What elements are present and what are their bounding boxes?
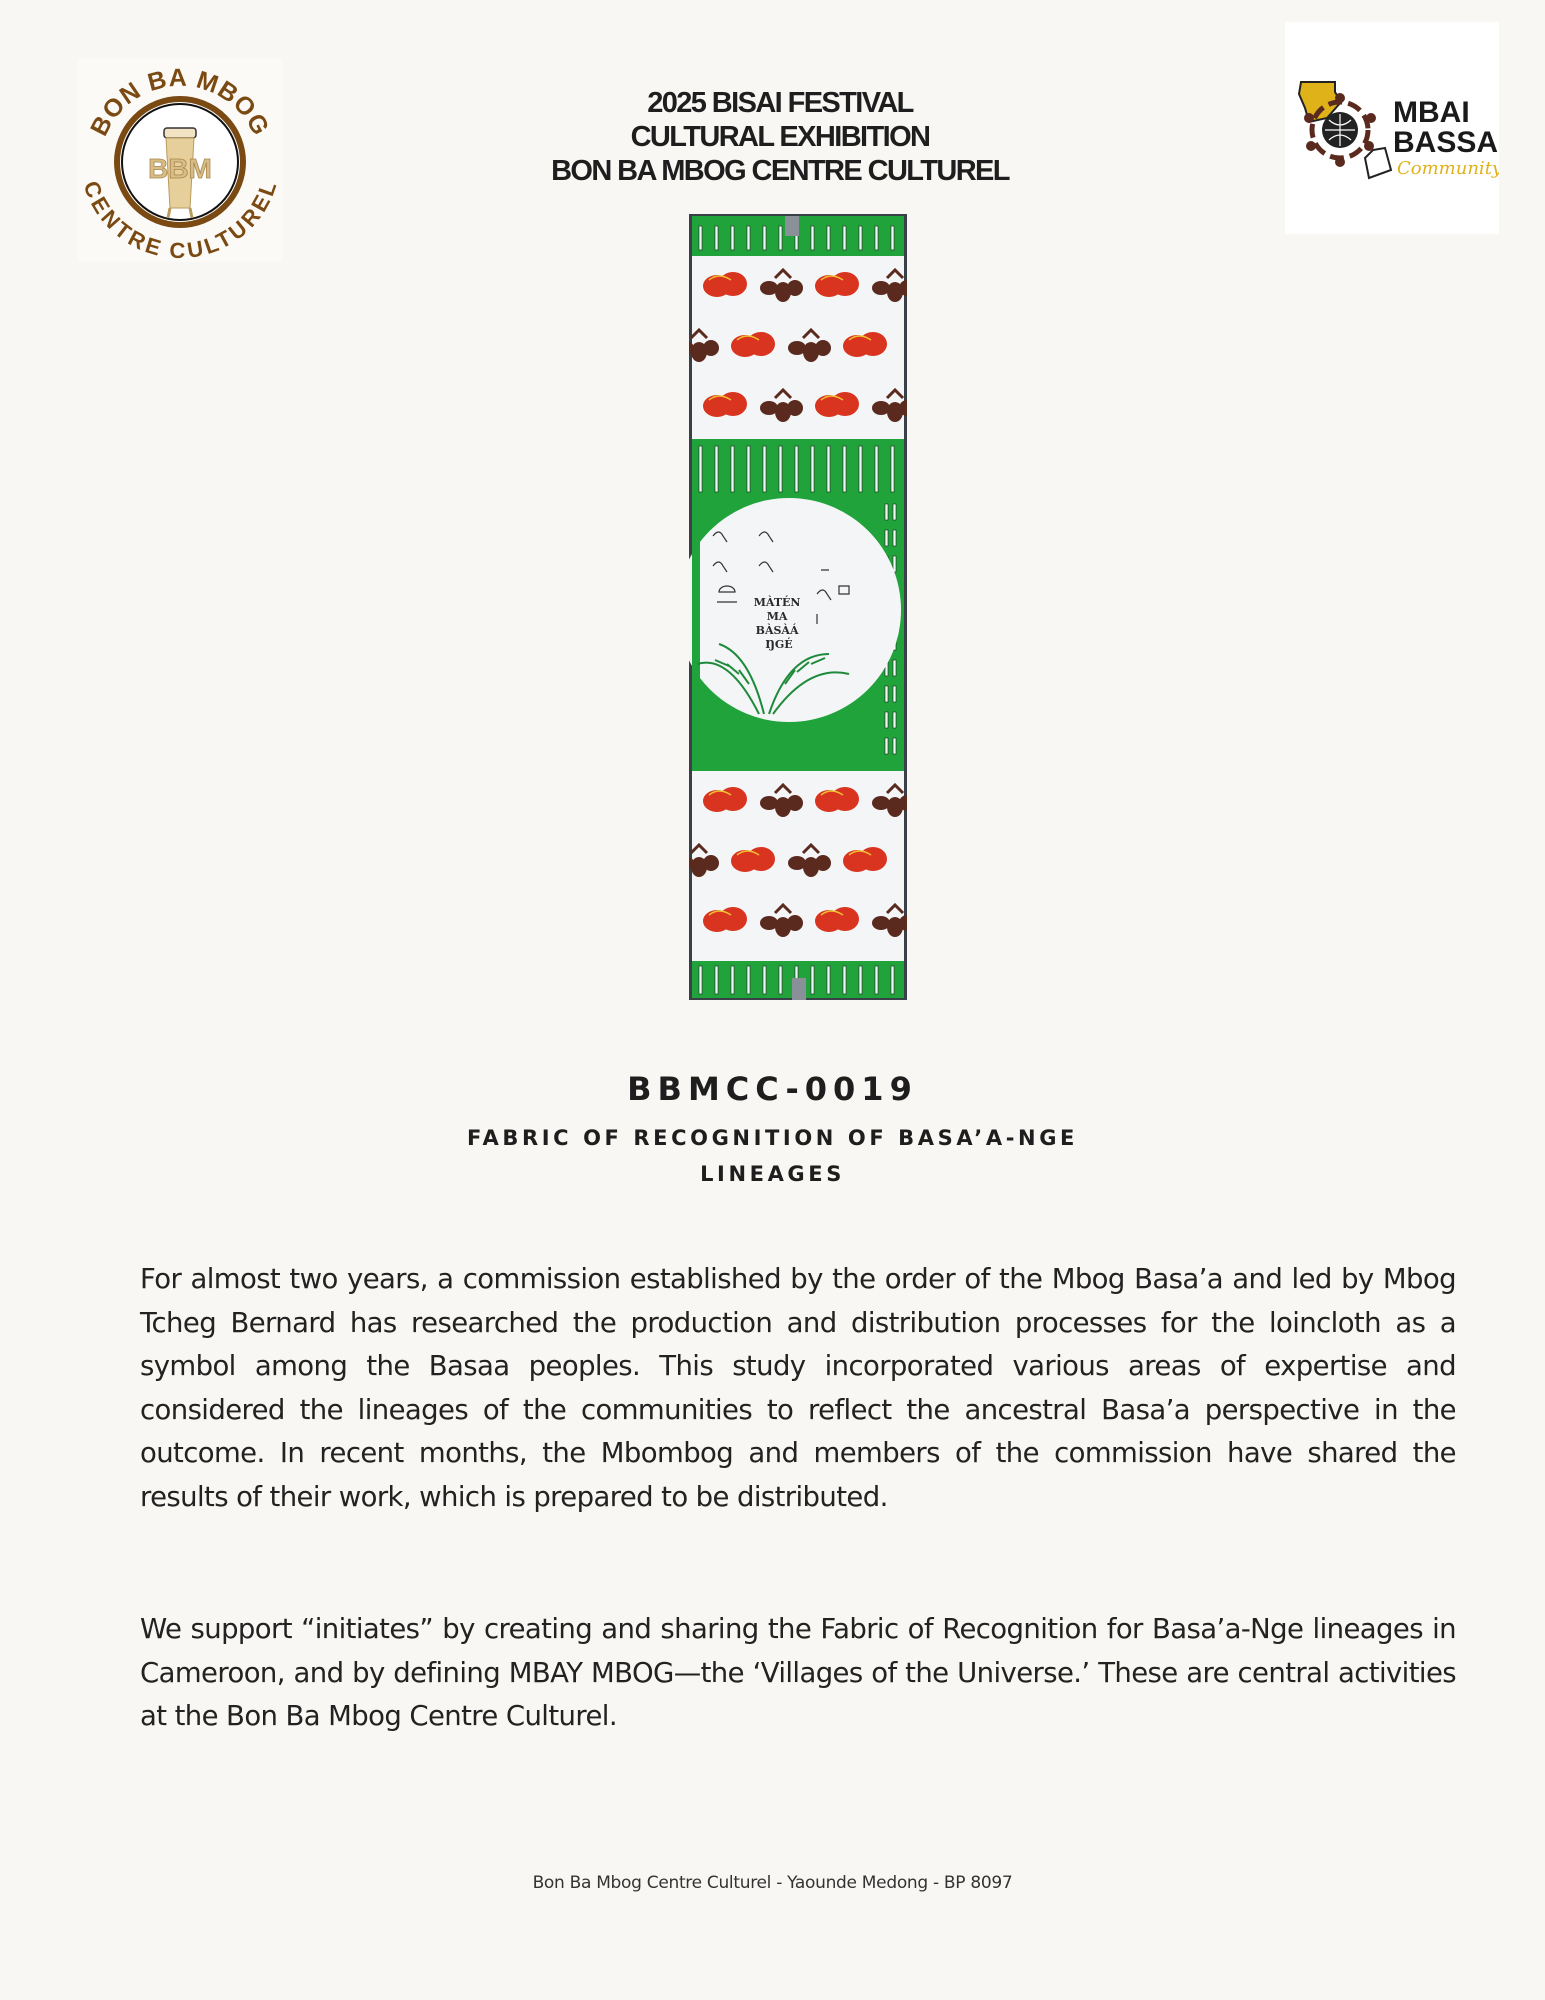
fabric-stick-mark [763, 966, 766, 994]
fabric-stick-mark [827, 226, 830, 250]
fabric-stick-mark [885, 686, 888, 702]
fabric-stick-mark [893, 530, 896, 546]
fabric-artifact-image [689, 214, 907, 1000]
logo-ring-bottom-text: CENTRE CULTUREL [78, 177, 282, 262]
bbm-logo-graphic [78, 58, 282, 262]
fabric-stick-mark [893, 686, 896, 702]
fabric-stick-mark [875, 446, 878, 492]
fabric-stick-mark [811, 226, 814, 250]
fabric-stick-mark [885, 712, 888, 728]
description-paragraph-2: We support “initiates” by creating and sharing the Fabric of Recognition for Basa’a-Nge lineages in Cameroon, and by defining MBAY MBOG—the ‘Villages of the Universe.’ These are central activities at the Bon Ba Mbog Centre Culturel. [140, 1613, 1456, 1733]
description-paragraph-1: For almost two years, a commission established by the order of the Mbog Basa’a and led by Mbog Tcheg Bernard has researched the production and distribution processes for the loincloth as a symbol among the Basaa peoples. This study incorporated various areas of expertise and considered the lineages of the communities to reflect the ancestral Basa’a perspective in the outcome. In recent months, the Mbombog and members of the commission have shared the results of their work, which is prepared to be distributed. [140, 1263, 1456, 1513]
fabric-stick-mark [747, 226, 750, 250]
fabric-stick-mark [731, 226, 734, 250]
artifact-title-line-1: FABRIC OF RECOGNITION OF BASA’A-NGE [466, 1126, 1078, 1150]
artifact-title-line-2: LINEAGES [700, 1162, 845, 1186]
fabric-stick-mark [859, 966, 862, 994]
footer-address: Bon Ba Mbog Centre Culturel - Yaounde Medong - BP 8097 [532, 1873, 1013, 1893]
fabric-illustration [689, 214, 907, 1000]
fabric-text-line-4: ŊGÉ [765, 638, 793, 651]
fabric-stick-mark [699, 226, 702, 250]
fabric-tag-top [785, 216, 799, 236]
artifact-title [400, 1120, 1145, 1192]
fabric-stick-mark [699, 446, 702, 492]
fabric-stick-mark [843, 446, 846, 492]
fabric-stick-mark [811, 446, 814, 492]
fabric-stick-mark [779, 226, 782, 250]
fabric-text-line-1: MÀTÉN [753, 596, 801, 609]
fabric-stick-mark [827, 966, 830, 994]
header-line-centre: BON BA MBOG CENTRE CULTUREL [551, 155, 1009, 187]
logo-ring-top-text: BON BA MBOG [85, 63, 275, 141]
fabric-stick-mark [875, 966, 878, 994]
header-line-exhibition: CULTURAL EXHIBITION [630, 121, 930, 153]
fabric-stick-mark [747, 966, 750, 994]
fabric-stick-mark [893, 504, 896, 520]
logo-monogram: BBM [148, 153, 212, 184]
fabric-stick-mark [891, 446, 894, 492]
fabric-stick-mark [891, 226, 894, 250]
bon-ba-mbog-logo [78, 58, 282, 262]
fabric-stick-mark [779, 966, 782, 994]
logo-bassa-text: BASSA [1393, 126, 1499, 159]
fabric-tag-bottom [792, 978, 806, 1000]
fabric-stick-mark [843, 226, 846, 250]
fabric-stick-mark [885, 738, 888, 754]
document-header [420, 86, 1140, 188]
artifact-code: BBMCC-0019 [627, 1070, 918, 1108]
fabric-stick-mark [715, 446, 718, 492]
fabric-stick-mark [811, 966, 814, 994]
fabric-stick-mark [827, 446, 830, 492]
logo-mbai-text: MBAI [1393, 96, 1470, 129]
fabric-stick-mark [763, 226, 766, 250]
fabric-stick-mark [699, 966, 702, 994]
fabric-stick-mark [885, 530, 888, 546]
fabric-text-line-3: BÀSÀÁ [755, 624, 799, 637]
fabric-stick-mark [875, 226, 878, 250]
fabric-stick-mark [747, 446, 750, 492]
fabric-stick-mark [763, 446, 766, 492]
fabric-text-line-2: MA [766, 610, 788, 623]
fabric-stick-mark [891, 966, 894, 994]
fabric-stick-mark [731, 446, 734, 492]
fabric-stick-mark [893, 712, 896, 728]
fabric-stick-mark [885, 504, 888, 520]
fabric-stick-mark [893, 738, 896, 754]
fabric-stick-mark [893, 660, 896, 676]
fabric-stick-mark [795, 446, 798, 492]
fabric-stick-mark [715, 226, 718, 250]
fabric-stick-mark [715, 966, 718, 994]
fabric-stick-mark [779, 446, 782, 492]
mbai-bassa-logo-graphic [1285, 22, 1499, 234]
fabric-stick-mark [859, 446, 862, 492]
mbai-bassa-community-logo [1285, 22, 1499, 234]
fabric-stick-mark [843, 966, 846, 994]
logo-community-text: Community [1397, 158, 1499, 179]
fabric-stick-mark [731, 966, 734, 994]
header-line-festival: 2025 BISAI FESTIVAL [647, 87, 913, 119]
fabric-stick-mark [859, 226, 862, 250]
